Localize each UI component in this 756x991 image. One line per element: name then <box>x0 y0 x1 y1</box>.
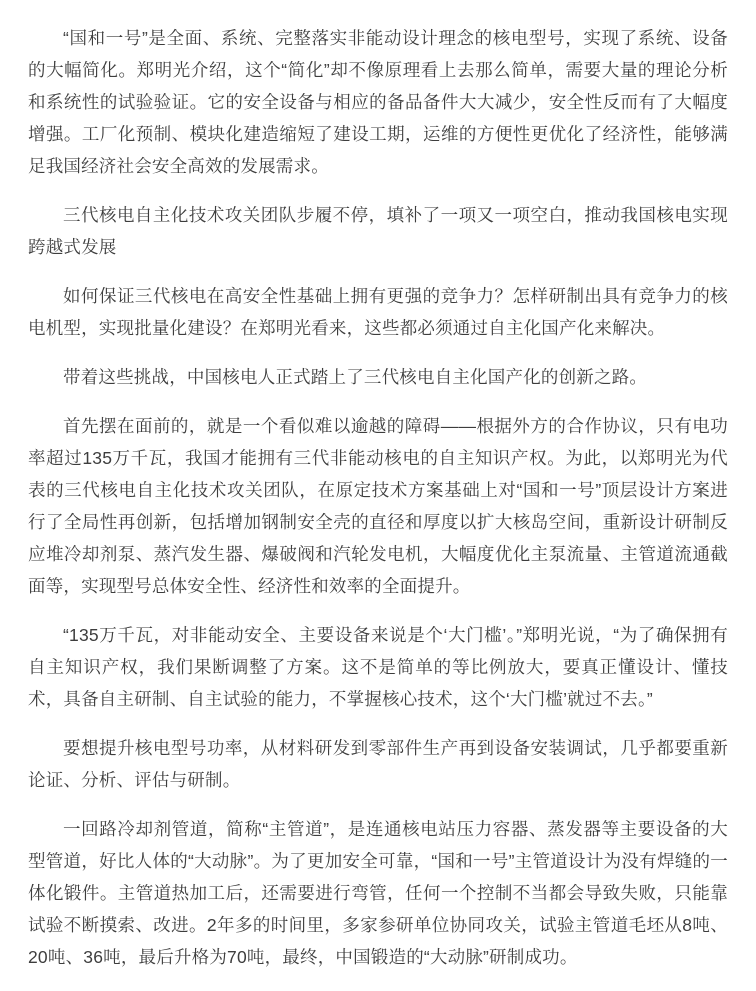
paragraph: 三代核电自主化技术攻关团队步履不停，填补了一项又一项空白，推动我国核电实现跨越式发展 <box>28 205 728 257</box>
paragraph: 首先摆在面前的，就是一个看似难以逾越的障碍——根据外方的合作协议，只有电功率超过135万千瓦，我国才能拥有三代非能动核电的自主知识产权。为此，以郑明光为代表的三代核电自主化技术攻关团队，在原定技术方案基础上对“国和一号”顶层设计方案进行了全局性再创新，包括增加钢制安全壳的直径和厚度以扩大核岛空间，重新设计研制反应堆冷却剂泵、蒸汽发生器、爆破阀和汽轮发电机，大幅度优化主泵流量、主管道流通截面等，实现型号总体安全性、经济性和效率的全面提升。 <box>28 416 728 596</box>
paragraph: 如何保证三代核电在高安全性基础上拥有更强的竞争力？怎样研制出具有竞争力的核电机型，实现批量化建设？在郑明光看来，这些都必须通过自主化国产化来解决。 <box>28 286 728 338</box>
paragraph: “135万千瓦，对非能动安全、主要设备来说是个‘大门槛’。”郑明光说，“为了确保拥有自主知识产权，我们果断调整了方案。这不是简单的等比例放大，要真正懂设计、懂技术，具备自主研制、自主试验的能力，不掌握核心技术，这个‘大门槛’就过不去。” <box>28 625 728 709</box>
paragraph: 带着这些挑战，中国核电人正式踏上了三代核电自主化国产化的创新之路。 <box>63 367 648 387</box>
paragraph: “国和一号”是全面、系统、完整落实非能动设计理念的核电型号，实现了系统、设备的大幅简化。郑明光介绍，这个“简化”却不像原理看上去那么简单，需要大量的理论分析和系统性的试验验证。它的安全设备与相应的备品备件大大减少，安全性反而有了大幅度增强。工厂化预制、模块化建造缩短了建设工期，运维的方便性更优化了经济性，能够满足我国经济社会安全高效的发展需求。 <box>28 28 728 176</box>
paragraph: 一回路冷却剂管道，简称“主管道”，是连通核电站压力容器、蒸发器等主要设备的大型管道，好比人体的“大动脉”。为了更加安全可靠，“国和一号”主管道设计为没有焊缝的一体化锻件。主管道热加工后，还需要进行弯管，任何一个控制不当都会导致失败，只能靠试验不断摸索、改进。2年多的时间里，多家参研单位协同攻关，试验主管道毛坯从8吨、20吨、36吨，最后升格为70吨，最终，中国锻造的“大动脉”研制成功。 <box>28 819 728 967</box>
paragraph: 要想提升核电型号功率，从材料研发到零部件生产再到设备安装调试，几乎都要重新论证、分析、评估与研制。 <box>28 738 728 790</box>
